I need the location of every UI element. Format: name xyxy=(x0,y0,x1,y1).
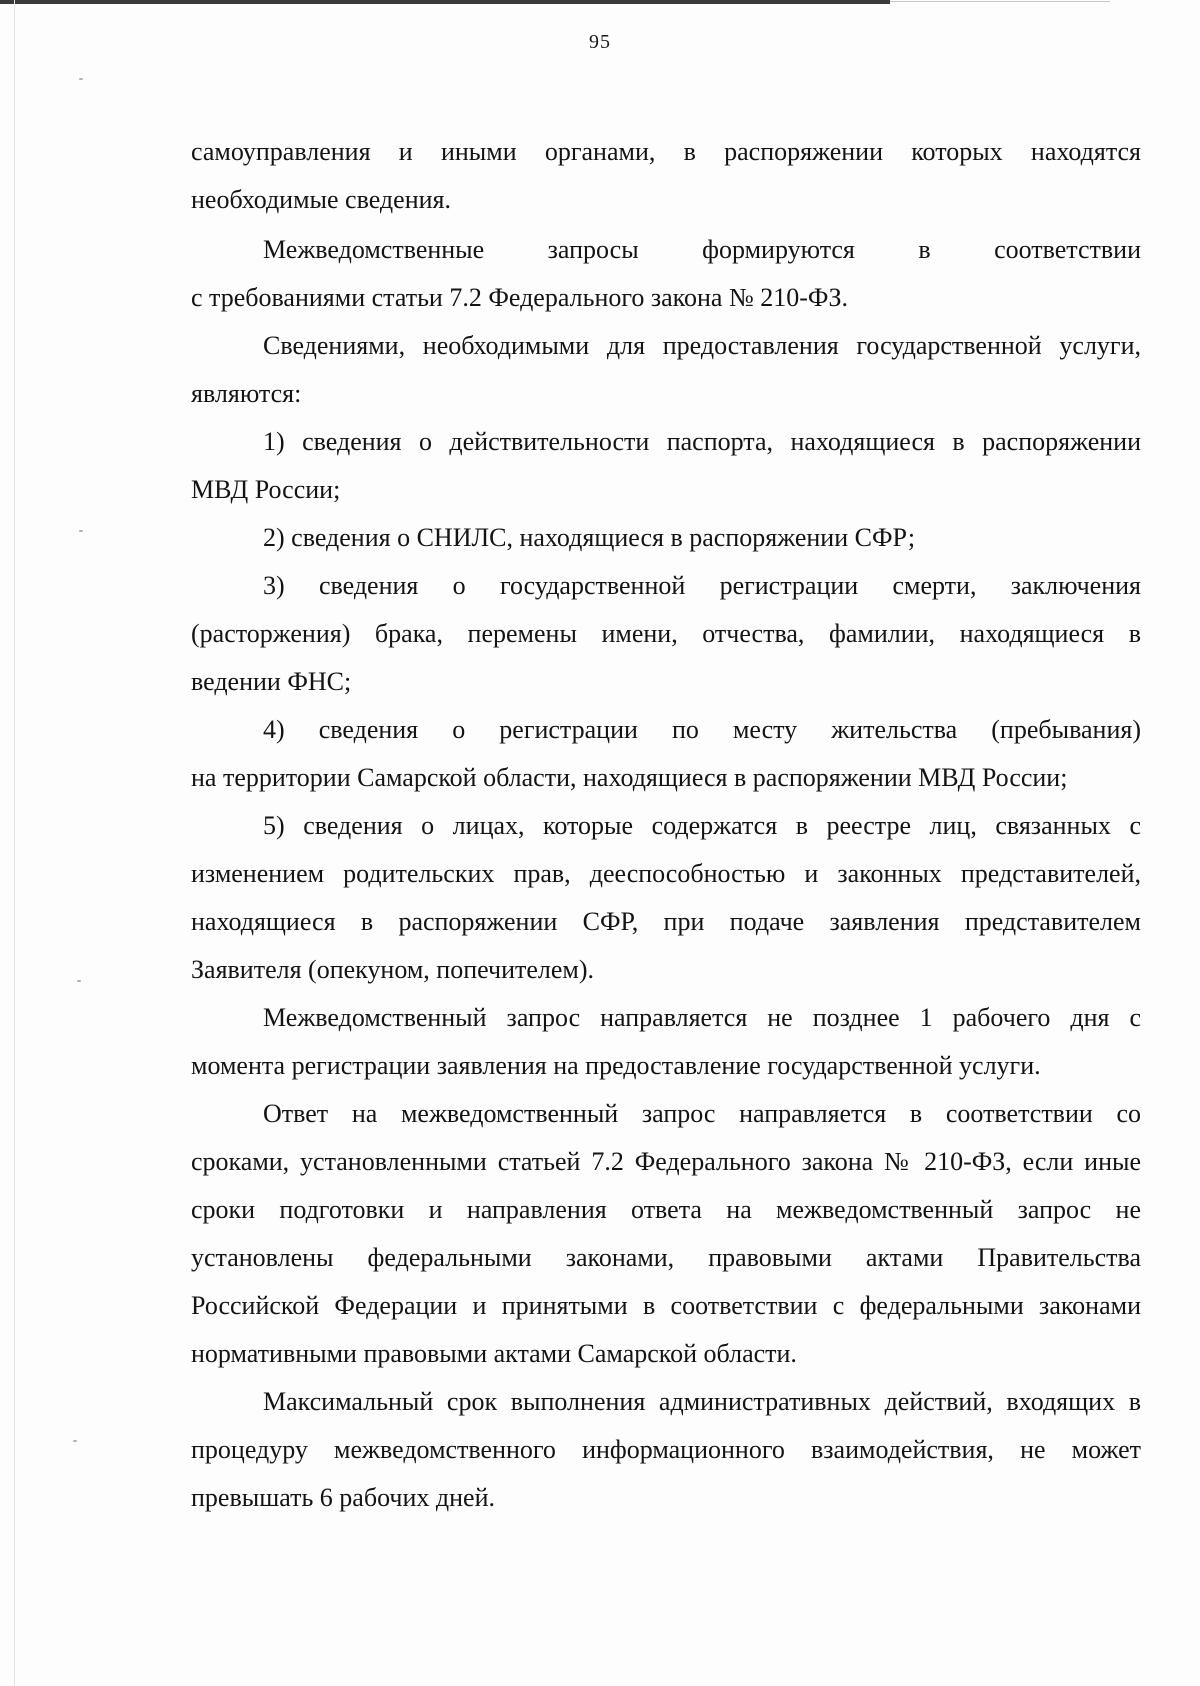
paragraph-line: изменением родительских прав, дееспособностью и законных представителей, xyxy=(191,859,1141,888)
paragraph-line: установлены федеральными законами, правовыми актами Правительства xyxy=(191,1243,1141,1272)
paragraph-line: (расторжения) брака, перемены имени, отчества, фамилии, находящиеся в xyxy=(191,619,1141,648)
paragraph-1 xyxy=(191,226,1141,322)
top-border-line-faint xyxy=(890,1,1110,2)
paragraph-line: МВД России; xyxy=(191,475,341,504)
paragraph-line: на территории Самарской области, находящиеся в распоряжении МВД России; xyxy=(191,763,1068,792)
scan-speck xyxy=(79,530,83,532)
paragraph-line: 3) сведения о государственной регистрации смерти, заключения xyxy=(263,571,1141,600)
paragraph-line: ведении ФНС; xyxy=(191,667,352,696)
document-body xyxy=(191,128,1141,1522)
paragraph-line: необходимые сведения. xyxy=(191,185,451,214)
paragraph-10 xyxy=(191,1378,1141,1522)
paragraph-line: Заявителя (опекуном, попечителем). xyxy=(191,955,595,984)
paragraph-line: 2) сведения о СНИЛС, находящиеся в распоряжении СФР; xyxy=(263,523,916,552)
paragraph-4 xyxy=(191,514,1141,562)
paragraph-line: Российской Федерации и принятыми в соответствии с федеральными законами xyxy=(191,1291,1141,1320)
paragraph-line: Межведомственные запросы формируются в соответствии xyxy=(263,235,1141,264)
paragraph-line: 5) сведения о лицах, которые содержатся в реестре лиц, связанных с xyxy=(263,811,1141,840)
scan-speck xyxy=(77,980,81,982)
paragraph-6 xyxy=(191,706,1141,802)
page-number: 95 xyxy=(589,31,611,53)
paragraph-3 xyxy=(191,418,1141,514)
paragraph-line: Максимальный срок выполнения административных действий, входящих в xyxy=(263,1387,1141,1416)
paragraph-line: с требованиями статьи 7.2 Федерального закона № 210-ФЗ. xyxy=(191,283,848,312)
paragraph-line: процедуру межведомственного информационного взаимодействия, не может xyxy=(191,1435,1141,1464)
paragraph-line: сроки подготовки и направления ответа на межведомственный запрос не xyxy=(191,1195,1141,1224)
paragraph-2 xyxy=(191,322,1141,418)
scan-speck xyxy=(73,1440,77,1442)
paragraph-line: находящиеся в распоряжении СФР, при подаче заявления представителем xyxy=(191,907,1141,936)
paragraph-line: Сведениями, необходимыми для предоставления государственной услуги, xyxy=(263,331,1141,360)
paragraph-line: являются: xyxy=(191,379,302,408)
scan-left-edge xyxy=(14,0,15,1686)
paragraph-line: Ответ на межведомственный запрос направляется в соответствии со xyxy=(263,1099,1141,1128)
paragraph-9 xyxy=(191,1090,1141,1378)
top-border-line xyxy=(0,0,890,4)
paragraph-line: 1) сведения о действительности паспорта, находящиеся в распоряжении xyxy=(263,427,1141,456)
paragraph-8 xyxy=(191,994,1141,1090)
paragraph-line: 4) сведения о регистрации по месту жительства (пребывания) xyxy=(263,715,1141,744)
paragraph-line: сроками, установленными статьей 7.2 Федерального закона № 210-ФЗ, если иные xyxy=(191,1147,1141,1176)
paragraph-0 xyxy=(191,128,1141,224)
paragraph-line: превышать 6 рабочих дней. xyxy=(191,1483,495,1512)
paragraph-line: Межведомственный запрос направляется не позднее 1 рабочего дня с xyxy=(263,1003,1141,1032)
paragraph-line: нормативными правовыми актами Самарской области. xyxy=(191,1339,797,1368)
paragraph-5 xyxy=(191,562,1141,706)
paragraph-line: самоуправления и иными органами, в распоряжении которых находятся xyxy=(191,137,1141,166)
scan-speck xyxy=(79,78,83,80)
paragraph-line: момента регистрации заявления на предоставление государственной услуги. xyxy=(191,1051,1041,1080)
paragraph-7 xyxy=(191,802,1141,994)
